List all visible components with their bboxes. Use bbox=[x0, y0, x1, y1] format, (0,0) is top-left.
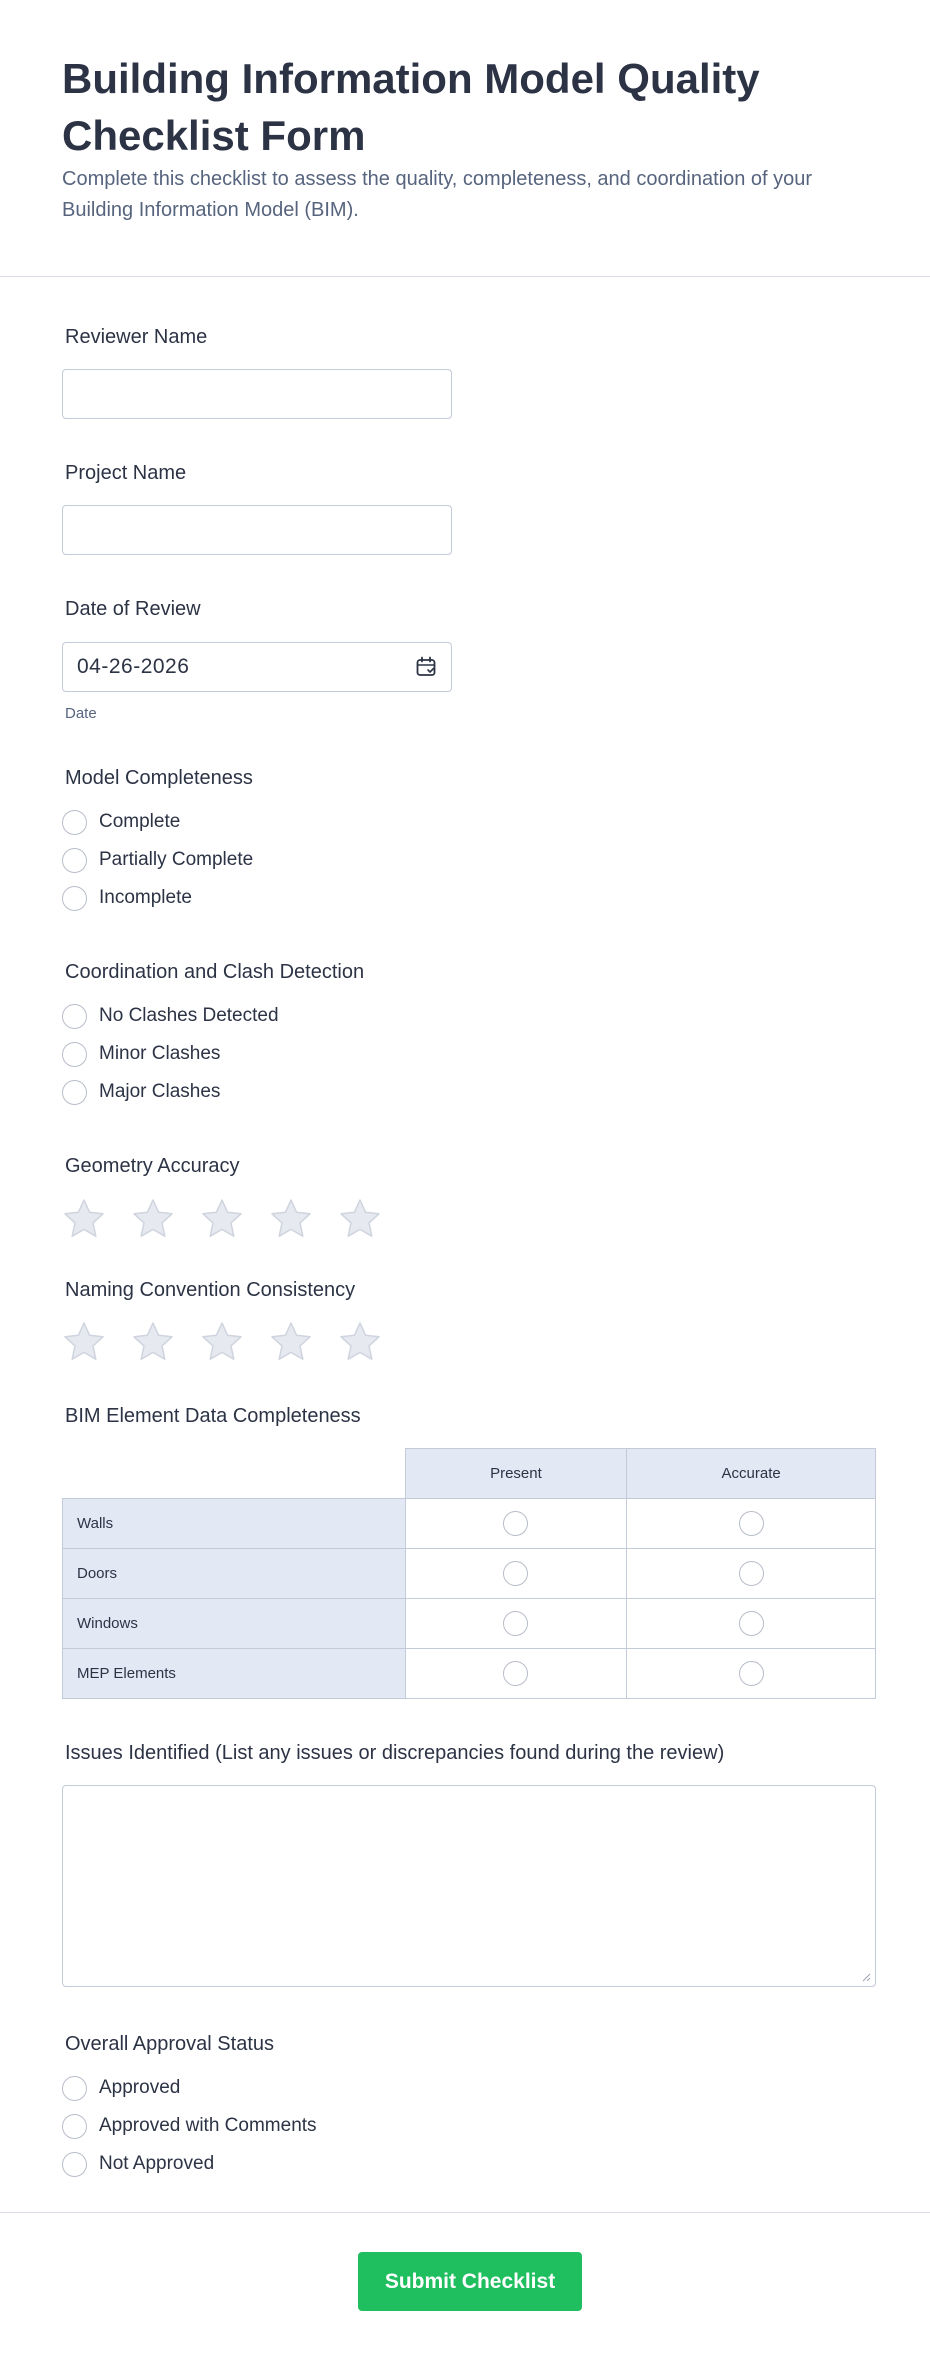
option-label: No Clashes Detected bbox=[99, 1005, 279, 1026]
model-completeness-option[interactable] bbox=[62, 846, 253, 874]
radio-button[interactable] bbox=[739, 1611, 764, 1636]
matrix-row-label: Walls bbox=[63, 1499, 406, 1549]
matrix-row bbox=[63, 1649, 876, 1699]
approval-option[interactable] bbox=[62, 2112, 317, 2140]
matrix-cell[interactable] bbox=[405, 1549, 627, 1599]
option-label: Partially Complete bbox=[99, 849, 254, 870]
option-label: Approved bbox=[99, 2077, 181, 2098]
form-description: Complete this checklist to assess the quality, completeness, and coordination of your Building Information Model (BIM). bbox=[62, 168, 813, 221]
radio-button[interactable] bbox=[62, 810, 87, 835]
matrix-column-header: Accurate bbox=[627, 1449, 876, 1499]
form-header bbox=[0, 0, 930, 277]
calendar-icon[interactable] bbox=[415, 656, 437, 678]
footer-divider bbox=[0, 2212, 930, 2213]
date-sublabel: Date bbox=[65, 705, 97, 722]
coordination-label: Coordination and Clash Detection bbox=[65, 961, 365, 983]
option-label: Not Approved bbox=[99, 2153, 215, 2174]
star-icon[interactable] bbox=[269, 1197, 313, 1241]
radio-button[interactable] bbox=[503, 1611, 528, 1636]
star-icon[interactable] bbox=[131, 1197, 175, 1241]
option-label: Minor Clashes bbox=[99, 1043, 221, 1064]
model-completeness-option[interactable] bbox=[62, 884, 192, 912]
star-icon[interactable] bbox=[269, 1320, 313, 1364]
form-title: Building Information Model Quality Checklist Form bbox=[62, 55, 760, 159]
data-completeness-label: BIM Element Data Completeness bbox=[65, 1405, 361, 1427]
matrix-cell[interactable] bbox=[627, 1599, 876, 1649]
data-completeness-matrix bbox=[62, 1448, 876, 1699]
date-of-review-label: Date of Review bbox=[65, 598, 201, 620]
radio-button[interactable] bbox=[62, 848, 87, 873]
option-label: Approved with Comments bbox=[99, 2115, 317, 2136]
date-input[interactable] bbox=[62, 642, 452, 692]
project-name-input[interactable] bbox=[62, 505, 452, 555]
option-label: Complete bbox=[99, 811, 181, 832]
radio-button[interactable] bbox=[62, 886, 87, 911]
option-label: Incomplete bbox=[99, 887, 192, 908]
star-icon[interactable] bbox=[338, 1197, 382, 1241]
radio-button[interactable] bbox=[503, 1661, 528, 1686]
matrix-column-header: Present bbox=[405, 1449, 627, 1499]
submit-button[interactable]: Submit Checklist bbox=[358, 2252, 582, 2311]
matrix-cell[interactable] bbox=[627, 1499, 876, 1549]
star-icon[interactable] bbox=[62, 1320, 106, 1364]
project-name-label: Project Name bbox=[65, 462, 187, 484]
radio-button[interactable] bbox=[739, 1561, 764, 1586]
star-icon[interactable] bbox=[131, 1320, 175, 1364]
matrix-row-label: MEP Elements bbox=[63, 1649, 406, 1699]
radio-button[interactable] bbox=[62, 2152, 87, 2177]
option-label: Major Clashes bbox=[99, 1081, 221, 1102]
star-icon[interactable] bbox=[200, 1320, 244, 1364]
issues-textarea[interactable] bbox=[62, 1785, 876, 1987]
matrix-corner bbox=[63, 1449, 406, 1499]
radio-button[interactable] bbox=[62, 1080, 87, 1105]
issues-label: Issues Identified (List any issues or discrepancies found during the review) bbox=[65, 1742, 725, 1764]
model-completeness-label: Model Completeness bbox=[65, 767, 253, 789]
radio-button[interactable] bbox=[62, 1042, 87, 1067]
naming-convention-label: Naming Convention Consistency bbox=[65, 1279, 356, 1301]
date-value: 04-26-2026 bbox=[77, 655, 190, 678]
matrix-cell[interactable] bbox=[405, 1499, 627, 1549]
matrix-cell[interactable] bbox=[627, 1649, 876, 1699]
matrix-header-row bbox=[63, 1449, 876, 1499]
approval-option[interactable] bbox=[62, 2150, 214, 2178]
matrix-row bbox=[63, 1499, 876, 1549]
resize-handle-icon[interactable] bbox=[861, 1972, 871, 1982]
approval-option[interactable] bbox=[62, 2074, 180, 2102]
coordination-option[interactable] bbox=[62, 1078, 220, 1106]
radio-button[interactable] bbox=[503, 1511, 528, 1536]
star-icon[interactable] bbox=[338, 1320, 382, 1364]
matrix-row bbox=[63, 1599, 876, 1649]
reviewer-name-input[interactable] bbox=[62, 369, 452, 419]
reviewer-name-label: Reviewer Name bbox=[65, 326, 208, 348]
geometry-accuracy-rating[interactable] bbox=[62, 1197, 407, 1241]
matrix-cell[interactable] bbox=[405, 1649, 627, 1699]
naming-convention-rating[interactable] bbox=[62, 1320, 407, 1364]
star-icon[interactable] bbox=[200, 1197, 244, 1241]
matrix-row-label: Doors bbox=[63, 1549, 406, 1599]
radio-button[interactable] bbox=[62, 2076, 87, 2101]
matrix-cell[interactable] bbox=[405, 1599, 627, 1649]
radio-button[interactable] bbox=[62, 1004, 87, 1029]
approval-label: Overall Approval Status bbox=[65, 2033, 274, 2055]
coordination-option[interactable] bbox=[62, 1040, 220, 1068]
matrix-cell[interactable] bbox=[627, 1549, 876, 1599]
radio-button[interactable] bbox=[62, 2114, 87, 2139]
radio-button[interactable] bbox=[503, 1561, 528, 1586]
geometry-accuracy-label: Geometry Accuracy bbox=[65, 1155, 240, 1177]
coordination-option[interactable] bbox=[62, 1002, 279, 1030]
star-icon[interactable] bbox=[62, 1197, 106, 1241]
matrix-row bbox=[63, 1549, 876, 1599]
radio-button[interactable] bbox=[739, 1661, 764, 1686]
radio-button[interactable] bbox=[739, 1511, 764, 1536]
model-completeness-option[interactable] bbox=[62, 808, 180, 836]
matrix-row-label: Windows bbox=[63, 1599, 406, 1649]
